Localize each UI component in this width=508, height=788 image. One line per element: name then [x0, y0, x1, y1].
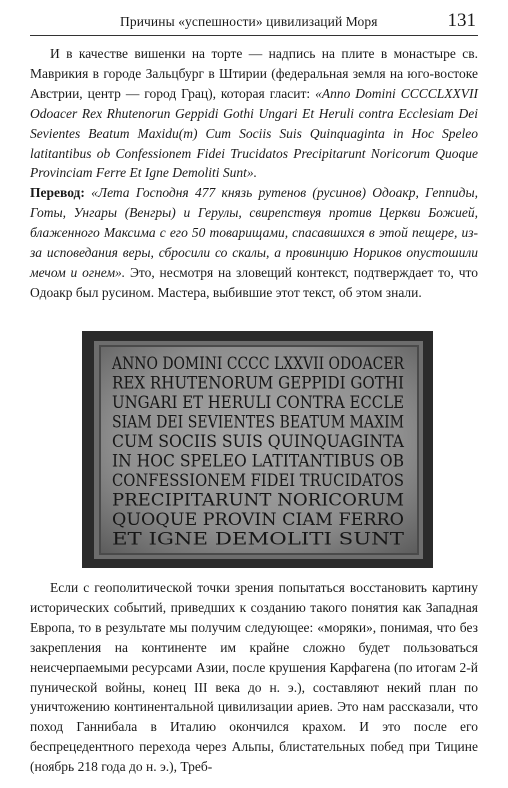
- paragraph-geopolitics: [30, 578, 478, 777]
- intro-text: И в качестве вишенки на торте — надпись на плите в монастыре св. Маврикия в городе Зальцбург в Штирии (федеральная земля на юго-востоке Австрии, центр — город Грац), которая гласит:: [30, 46, 478, 101]
- translation-text: «Лета Господня 477 князь рутенов (русинов) Одоакр, Геппиды, Готы, Унгары (Венгры) и Герулы, свирепствуя против Церкви Божией, блаженного Максима с его 50 товарищами, спасавшихся в этой пещере, из-за исповедания веры, сбросили со скалы, а провинцию Нориков опустошили мечом и огнем».: [30, 185, 478, 280]
- inscription-line: REX RHUTENORUM GEPPIDI GOTHI: [112, 373, 404, 394]
- inscription-line: UNGARI ET HERULI CONTRA ECCLE: [112, 393, 404, 413]
- running-header: [30, 9, 478, 36]
- conclusion-text: Это, несмотря на зловещий контекст, подтверждает то, что Одоакр был русином. Мастера, выбившие этот текст, об этом знали.: [30, 264, 478, 300]
- inscription-photo: [82, 331, 433, 568]
- translation-label: Перевод:: [30, 185, 85, 201]
- inscription-line: CONFESSIONEM FIDEI TRUCIDATOS: [112, 471, 404, 491]
- geopolitics-text: Если с геополитической точки зрения попытаться восстановить картину исторических событий, приведших к созданию такого понятия как Западная Европа, то в результате мы получим следующее: «моряки», понимая, что без закрепления на континенте им крайне сложно будет пользоваться неисчерпаемыми ресурсами Азии, после крушения Карфагена (по итогам 2-й пунической войны, конец III века до н. э.), составляют некий план по уничтожению континентальной цивилизации ариев. Это нам рассказали, что поход Ганнибала в Италию окончился крахом. И это после его беспрецедентного перехода через Альпы, блистательных побед при Тицине (ноябрь 218 года до н. э.), Треб-: [30, 580, 478, 775]
- inscription-line: CUM SOCIIS SUIS QUINQUAGINTA: [112, 432, 405, 452]
- inscription-line: ET IGNE DEMOLITI SUNT: [112, 529, 405, 550]
- inscription-slab: [82, 331, 433, 568]
- inscription-line: QUOQUE PROVIN CIAM FERRO: [112, 510, 404, 530]
- inscription-line: PRECIPITARUNT NORICORUM: [112, 490, 404, 511]
- running-title: Причины «успешности» цивилизаций Моря: [120, 14, 378, 29]
- inscription-line: SIAM DEI SEVIENTES BEATUM MAXIM: [112, 412, 404, 433]
- paragraph-inscription-intro: [30, 44, 478, 303]
- inscription-line: ANNO DOMINI CCCC LXXVII ODOACER: [111, 354, 405, 374]
- page-number: 131: [447, 10, 476, 31]
- latin-quote: «Anno Domini CCCCLXXVII Odoacer Rex Rhutenorun Geppidi Gothi Ungari Et Heruli contra Ecclesiam Dei Sevientes Beatum Maxidu(m) Cum Sociis Suis Quinquaginta in Hoc Speleo latitantibus ob Confessionem Fidei Trucidatos Precipitarunt Noricorum Quoque Provinciam Ferre Et Igne Demoliti Sunt».: [30, 85, 478, 181]
- inscription-line: IN HOC SPELEO LATITANTIBUS OB: [112, 451, 404, 472]
